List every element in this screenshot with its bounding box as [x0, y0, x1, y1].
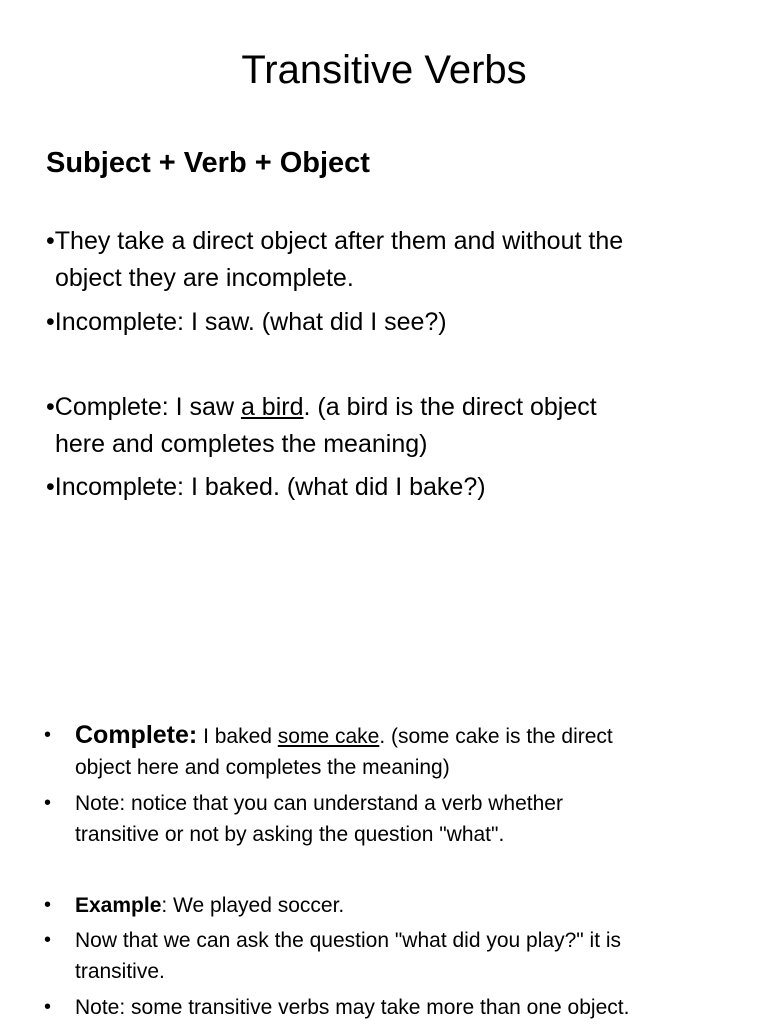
p4-text: Incomplete: I baked. (what did I bake?) [54, 473, 486, 501]
paragraph-incomplete-saw [46, 304, 746, 341]
p3-post: . (a bird is the direct object [303, 393, 597, 421]
b2-line1: Note: notice that you can understand a verb whether [75, 792, 563, 815]
p2-text: Incomplete: I saw. (what did I see?) [54, 308, 447, 336]
subtitle: Subject + Verb + Object [46, 147, 370, 179]
bullet: • [46, 308, 55, 336]
p3-line2: here and completes the meaning) [55, 430, 428, 458]
p1-line1: They take a direct object after them and without the [54, 227, 624, 255]
b1-pre: I baked [197, 725, 278, 748]
bullet: • [46, 473, 55, 501]
slide-title: Transitive Verbs [241, 48, 527, 92]
b1-post: . (some cake is the direct [379, 725, 613, 748]
p3-underlined: a bird [240, 393, 304, 421]
b1-label: Complete: [75, 721, 198, 749]
b3-rest: : We played soccer. [161, 894, 345, 917]
b4-line2: transitive. [75, 960, 165, 983]
b4-line1: Now that we can ask the question "what did you play?" it is [75, 929, 622, 952]
bullet: • [44, 724, 52, 746]
bullet: • [44, 996, 52, 1018]
b1-underlined: some cake [277, 725, 380, 748]
list-item-complete-baked [44, 720, 724, 783]
b5-text: Note: some transitive verbs may take more than one object. [75, 996, 630, 1019]
bullet: • [44, 929, 52, 951]
list-item-example [44, 890, 724, 921]
b1-line2: object here and completes the meaning) [75, 756, 450, 779]
b3-label: Example [75, 894, 162, 917]
list-item-ask-question [44, 925, 724, 987]
paragraph-direct-object [46, 223, 746, 297]
bullet: • [44, 792, 52, 814]
paragraph-incomplete-baked [46, 469, 746, 506]
p3-pre: Complete: I saw [54, 393, 241, 421]
bullet: • [44, 894, 52, 916]
b2-line2: transitive or not by asking the question "what". [75, 823, 505, 846]
bullet: • [46, 393, 55, 421]
paragraph-complete-saw [46, 389, 746, 463]
bullet: • [46, 227, 55, 255]
list-item-note-what [44, 788, 724, 850]
p1-line2: object they are incomplete. [55, 264, 354, 292]
list-item-note-multiple-objects [44, 992, 724, 1023]
